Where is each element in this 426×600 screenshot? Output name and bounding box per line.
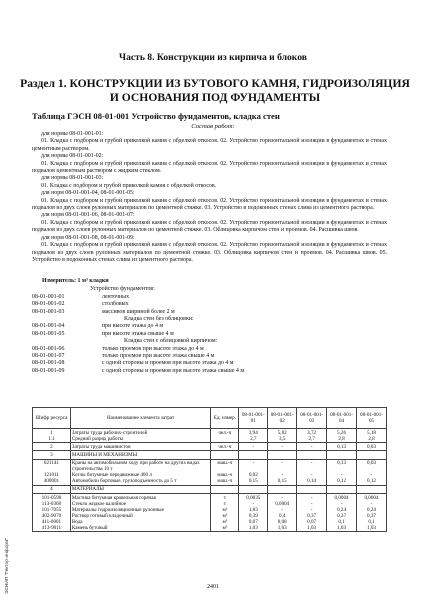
norm-text: только проемов при высоте этажа до 4 м <box>102 345 204 352</box>
table-cell: Затраты труда рабочих-строителей Средний разряд работы <box>70 429 211 443</box>
norm-code: 08-01-001-03 <box>32 308 65 315</box>
table-cell: - - 0,14 <box>297 459 327 485</box>
work-paragraph: 01. Кладка с подбором и грубой приколкой камня с обделкой откосов. 02. Устройство горизонтальной изоляции в фундаментах и стенах подвалов из двух слоев рулонных материалов по цементной стяжке. 03. Облицовка кирпичом стен и проемов. 04. Расшивка швов. 05. Устройство в подоконных стенах слива из цементного раствора. <box>32 242 387 263</box>
table-cell <box>239 451 268 459</box>
work-paragraph: 01. Кладка с подбором и грубой приколкой камня с обделкой откосов. <box>41 182 217 189</box>
table-row <box>33 429 387 443</box>
table-cell: 0,13 <box>327 443 357 451</box>
table-cell: - 0,02 0,15 <box>239 459 268 485</box>
measure-row <box>32 338 387 345</box>
measure-row <box>32 316 387 323</box>
table-cell: 5,26 2,8 <box>327 429 357 443</box>
measure-row <box>32 346 387 353</box>
table-row <box>33 443 387 451</box>
norm-code: 08-01-001-02 <box>32 301 65 308</box>
norm-code: 08-01-001-08 <box>32 360 65 367</box>
norm-code: 08-01-001-05 <box>32 330 65 337</box>
table-cell <box>239 485 268 493</box>
table-cell: 3,94 2,7 <box>239 429 268 443</box>
table-cell <box>211 485 239 493</box>
table-header: 08-01-001-04 <box>327 408 357 429</box>
table-row <box>33 451 387 459</box>
table-cell: - <box>268 443 297 451</box>
norm-text: Кладка стен с облицовкой кирпичом: <box>124 338 218 345</box>
table-cell: Краны на автомобильном ходу при работе на других видах строительства 10 т Котлы битумные передвижные 400 л Автомобили бортовые, грузоподъемность до 5 т <box>70 459 211 485</box>
measure-row <box>32 360 387 367</box>
norm-code: 08-01-001-09 <box>32 367 65 374</box>
table-cell <box>211 451 239 459</box>
table-cell: маш.-ч маш.-ч маш.-ч <box>211 459 239 485</box>
norm-code: 08-01-001-01 <box>32 293 65 300</box>
table-cell: Затраты труда машинистов <box>70 443 211 451</box>
table-cell <box>268 485 297 493</box>
work-paragraph: для норм 08-01-001-04, 08-01-001-05: <box>41 190 135 197</box>
table-cell <box>357 451 387 459</box>
table-cell: т т м² м³ м³ м³ <box>211 493 239 531</box>
work-paragraph: для нормы 08-01-001-03: <box>41 175 104 182</box>
section-title: Раздел 1. КОНСТРУКЦИИ ИЗ БУТОВОГО КАМНЯ, ГИДРОИЗОЛЯЦИЯ И ОСНОВАНИЯ ПОД ФУНДАМЕНТЫ <box>20 77 410 104</box>
table-cell: 3 <box>33 451 71 459</box>
table-cell: МАТЕРИАЛЫ <box>70 485 211 493</box>
norm-text: столбовых <box>102 301 129 308</box>
table-cell: чел.-ч <box>211 443 239 451</box>
page-number: 2401 <box>207 584 219 590</box>
table-cell: 3,72 2,7 <box>297 429 327 443</box>
table-cell: 2 <box>33 443 71 451</box>
table-cell: 101-0598 113-0368 101-7055 402-9070 411-0001 413-9011 <box>33 493 71 531</box>
table-cell: 0,03 - 0,12 <box>357 459 387 485</box>
norm-text: только проемов при высоте этажа свыше 4 м <box>102 353 215 360</box>
measure-row <box>32 301 387 308</box>
table-title: Таблица ГЭСН 08-01-001 Устройство фундаментов, кладка стен <box>32 111 280 121</box>
norm-code <box>32 316 90 323</box>
table-row <box>33 459 387 485</box>
work-paragraph: для нормы 08-01-001-02: <box>41 153 104 160</box>
norm-text: при высоте этажа свыше 4 м <box>102 330 174 337</box>
table-cell: - 0,0004 - 0,4 0,08 1,03 <box>268 493 297 531</box>
work-heading: Состав работ: <box>191 123 235 130</box>
measure-row <box>32 286 387 293</box>
norm-text: ленточных <box>102 293 130 300</box>
norm-code: 08-01-001-04 <box>32 323 65 330</box>
norm-code: 08-01-001-07 <box>32 353 65 360</box>
table-cell: 0,0004 - 0,24 0,37 0,1 1,03 <box>357 493 387 531</box>
work-paragraph: 01. Кладка с подбором и грубой приколкой камня с обделкой откосов. 02. Устройство горизонтальной изоляции в фундаментах и стенах подвалов из двух слоев рулонных материалов по цементной стяжке. 03. Облицовка кирпичом стен и проемов. 04. Расшивка швов. <box>32 219 387 234</box>
norm-code: 08-01-001-06 <box>32 345 65 352</box>
table-cell <box>327 485 357 493</box>
measure-row <box>32 294 387 301</box>
table-cell: - <box>297 443 327 451</box>
table-cell: 021141 121011 400001 <box>33 459 71 485</box>
measure-title: Измеритель: 1 м³ кладки <box>42 278 109 284</box>
table-header: Шифр ресурса <box>33 408 71 429</box>
work-paragraph: для норм 08-01-001-06, 08-01-001-07: <box>41 212 135 219</box>
measure-row <box>32 323 387 330</box>
norm-text: массивов шириной более 2 м <box>102 308 175 315</box>
measure-row <box>32 309 387 316</box>
table-cell: 0,13 - 0,12 <box>327 459 357 485</box>
norm-code <box>32 338 90 345</box>
table-header: 08-01-001-05 <box>357 408 387 429</box>
table-cell <box>357 485 387 493</box>
norm-text: Устройство фундаментов: <box>90 286 155 293</box>
table-cell <box>268 451 297 459</box>
table-row <box>33 485 387 493</box>
norm-text: с одной стороны и проемов при высоте этажа до 4 м <box>102 360 234 367</box>
table-cell: 0,03 <box>357 443 387 451</box>
norm-code <box>32 286 90 293</box>
table-header: Наименование элемента затрат <box>70 408 211 429</box>
table-cell: 0,0035 - 1,83 0,39 0,07 1,03 <box>239 493 268 531</box>
table-cell: чел.-ч <box>211 429 239 443</box>
measure-block <box>32 278 387 375</box>
measure-row <box>32 368 387 375</box>
table-cell: Мастика битумная кровельная горячая Стекло жидкое калийное Материалы гидроизоляционные рулонные Раствор готовый кладочный Вода Камень бутовый <box>70 493 211 531</box>
table-cell: 1 1.1 <box>33 429 71 443</box>
table-header: 08-01-001-03 <box>297 408 327 429</box>
table-cell: - <box>239 443 268 451</box>
table-cell: - - 0,15 <box>268 459 297 485</box>
norm-text: при высоте этажа до 4 м <box>102 323 164 330</box>
work-paragraph: для норм 08-01-001-08, 08-01-001-09: <box>41 234 135 241</box>
publisher-mark: ЭСНИП "Гектор-информ" <box>5 537 10 594</box>
work-paragraph: 01. Кладка с подбором и грубой приколкой камня с обделкой откосов. 02. Устройство горизонтальной изоляции в фундаментах и стенах подвалов цементным раствором с жидким стеклом. <box>32 160 387 175</box>
resource-table <box>32 407 387 532</box>
table-cell <box>327 451 357 459</box>
table-cell: 4 <box>33 485 71 493</box>
table-cell: 0,0004 - 0,24 0,37 0,1 1,03 <box>327 493 357 531</box>
work-paragraph: 01. Кладка с подбором и грубой приколкой камня с обделкой откосов. 02. Устройство горизонтальной изоляции в фундаментах и стенах цементным раствором. <box>32 138 387 152</box>
table-header: 08-01-001-02 <box>268 408 297 429</box>
part-title: Часть 8. Конструкции из кирпича и блоков <box>119 52 307 63</box>
table-cell: - - - 0,37 0,07 1,03 <box>297 493 327 531</box>
table-header: Ед. измер. <box>211 408 239 429</box>
table-cell: 5,82 3,5 <box>268 429 297 443</box>
norm-text: с одной стороны и проемов при высоте этажа свыше 4 м <box>102 367 245 374</box>
norm-text: Кладка стен без облицовки: <box>124 316 194 323</box>
table-cell <box>297 451 327 459</box>
table-row <box>33 493 387 531</box>
work-description <box>32 131 387 264</box>
table-header: 08-01-001-01 <box>239 408 268 429</box>
work-paragraph: для нормы 08-01-001-01: <box>41 131 104 137</box>
work-paragraph: 01. Кладка с подбором и грубой приколкой камня с обделкой откосов. 02. Устройство горизонтальной изоляции в фундаментах и стенах подвалов из двух слоев рулонных материалов по цементной стяжке. 03. Устройство в подоконных стенах слива из цементного раствора. <box>32 197 387 212</box>
table-cell: 5,18 2,8 <box>357 429 387 443</box>
table-cell <box>297 485 327 493</box>
table-cell: МАШИНЫ И МЕХАНИЗМЫ <box>70 451 211 459</box>
